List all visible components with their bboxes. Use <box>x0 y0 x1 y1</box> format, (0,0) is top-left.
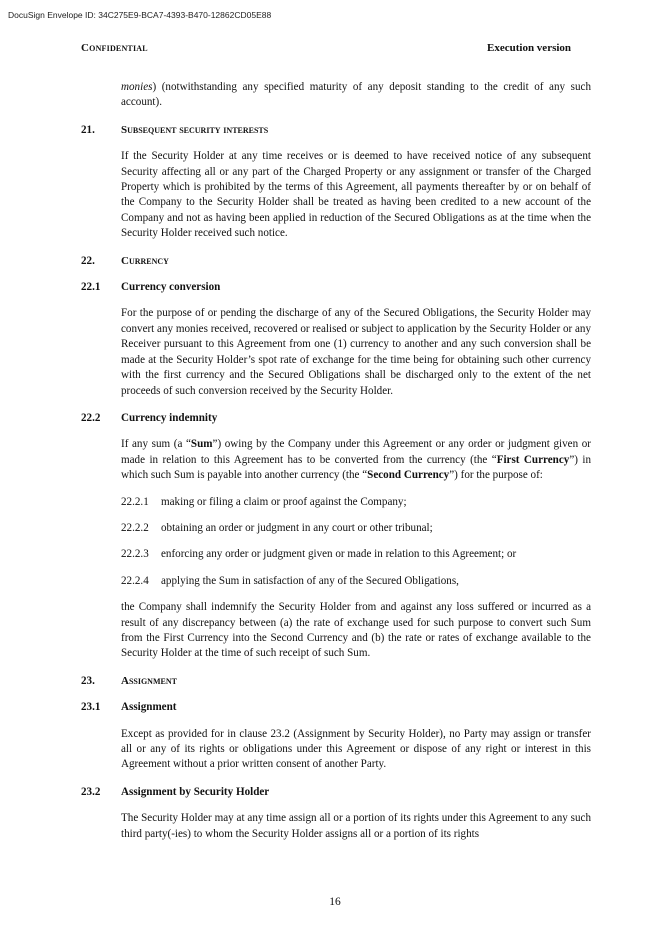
clause-22-2-intro: If any sum (a “Sum”) owing by the Company under this Agreement or any order or judgment given or made in relation to this Agreement has to be converted from the currency (the “First Currency”) in which such Sum is payable into another currency (the “Second Currency”) for the purpose of: <box>121 438 591 482</box>
document-body <box>81 80 591 842</box>
list-item: 22.2.1 making or filing a claim or proof against the Company; <box>121 495 407 508</box>
clause-23-heading: 23. Assignment <box>81 674 177 687</box>
clause-23-1-body: Except as provided for in clause 23.2 (Assignment by Security Holder), no Party may assign or transfer all or any of its rights or obligations under this Agreement or dispose of any right or interest in this Agreement without a prior written consent of another Party. <box>121 727 591 771</box>
header-execution-version: Execution version <box>487 42 572 54</box>
header-confidential: Confidential <box>81 42 148 54</box>
list-item: 22.2.2 obtaining an order or judgment in any court or other tribunal; <box>121 521 433 534</box>
clause-23-2-body: The Security Holder may at any time assign all or a portion of its rights under this Agreement to any such third party(-ies) to whom the Security Holder assigns all or a portion of its rights <box>121 812 591 840</box>
page-number: 16 <box>329 896 341 908</box>
clause-22-2-heading: 22.2 Currency indemnity <box>81 411 218 424</box>
clause-21-body: If the Security Holder at any time receives or is deemed to have received notice of any subsequent Security affecting all or any part of the Charged Property or any assignment or transfer of the Charged Property which is prohibited by the terms of this Agreement, all payments thereafter by or on behalf of the Company to the Security Holder shall be treated as having been credited to a new account of the Company and not as having been applied in reduction of the Secured Obligations as at the time when the Security Holder received such notice. <box>121 150 591 240</box>
carryover-paragraph: monies) (notwithstanding any specified maturity of any deposit standing to the credit of any such account). <box>121 81 591 109</box>
list-item: 22.2.3 enforcing any order or judgment given or made in relation to this Agreement; or <box>121 548 517 561</box>
clause-21-heading: 21. Subsequent security interests <box>81 123 269 136</box>
list-item: 22.2.4 applying the Sum in satisfaction of any of the Secured Obligations, <box>121 574 459 587</box>
clause-22-1-heading: 22.1 Currency conversion <box>81 281 221 294</box>
clause-22-1-body: For the purpose of or pending the discharge of any of the Secured Obligations, the Security Holder may convert any monies received, recovered or realised or subject to application by the Security Holder or any Receiver pursuant to this Agreement from one (1) currency to another and any such conversion shall be made at the Security Holder’s spot rate of exchange for the time being for obtaining such other currency with the first currency and the Secured Obligations shall be discharged only to the extent of the net proceeds of such conversion received by the Security Holder. <box>121 307 591 397</box>
clause-22-heading: 22. Currency <box>81 254 169 267</box>
clause-23-2-heading: 23.2 Assignment by Security Holder <box>81 785 270 798</box>
clause-22-2-closing: the Company shall indemnify the Security Holder from and against any loss suffered or incurred as a result of any discrepancy between (a) the rate of exchange used for such purpose to convert such Sum from the First Currency into the Second Currency and (b) the rate or rates of exchange available to the Security Holder at the time of such receipt of such Sum. <box>121 601 591 660</box>
docusign-envelope-id: DocuSign Envelope ID: 34C275E9-BCA7-4393-B470-12862CD05E88 <box>8 10 272 20</box>
clause-23-1-heading: 23.1 Assignment <box>81 701 177 714</box>
